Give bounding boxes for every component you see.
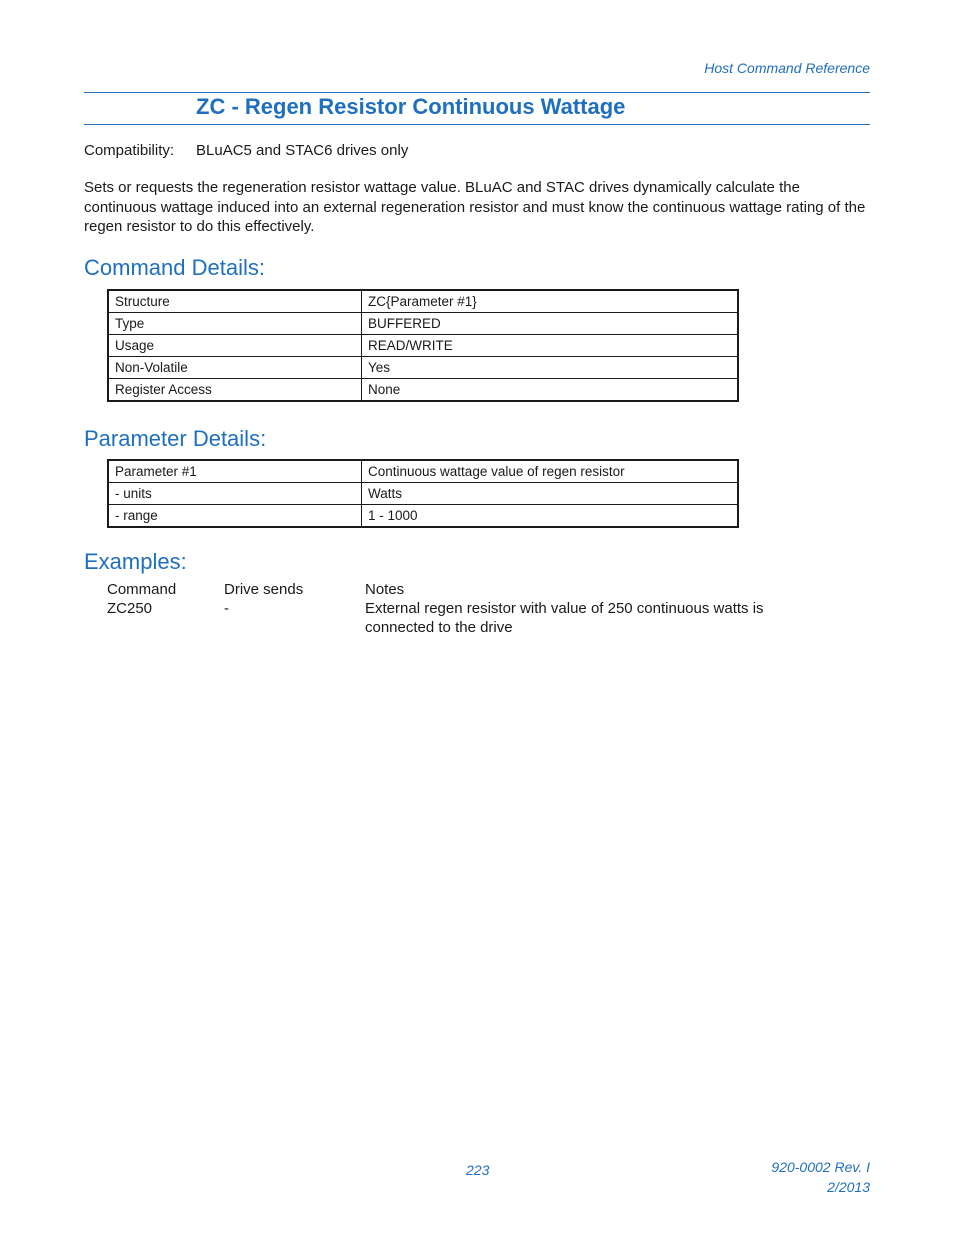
command-details-heading: Command Details: — [84, 255, 265, 280]
parameter-details-table — [107, 459, 739, 528]
table-row — [108, 379, 738, 402]
table-key: - range — [108, 505, 362, 528]
table-value: None — [362, 379, 739, 402]
parameter-details-heading: Parameter Details: — [84, 426, 267, 451]
table-row — [108, 483, 738, 505]
table-row — [108, 357, 738, 379]
table-value: ZC{Parameter #1} — [362, 290, 739, 313]
table-row — [108, 505, 738, 528]
table-value: BUFFERED — [362, 313, 739, 335]
table-value: Continuous wattage value of regen resistor — [362, 460, 739, 483]
compatibility-value: BLuAC5 and STAC6 drives only — [196, 142, 409, 159]
title-rule-bottom — [84, 124, 870, 125]
table-key: Structure — [108, 290, 362, 313]
examples-heading: Examples: — [84, 549, 187, 574]
description-paragraph: Sets or requests the regeneration resistor wattage value. BLuAC and STAC drives dynamically calculate the continuous wattage induced into an external regeneration resistor and must know the continuous wattage rating of the regen resistor to do this effectively. — [84, 179, 866, 235]
table-key: Type — [108, 313, 362, 335]
table-value: Yes — [362, 357, 739, 379]
table-row — [108, 290, 738, 313]
table-key: Parameter #1 — [108, 460, 362, 483]
page-number: 223 — [466, 1162, 490, 1178]
table-value: READ/WRITE — [362, 335, 739, 357]
table-row — [108, 335, 738, 357]
page-title: ZC - Regen Resistor Continuous Wattage — [196, 94, 626, 119]
doc-revision: 920-0002 Rev. I — [771, 1159, 870, 1175]
table-value: 1 - 1000 — [362, 505, 739, 528]
example-notes: External regen resistor with value of 250 continuous watts is connected to the drive — [365, 600, 764, 636]
doc-date: 2/2013 — [827, 1179, 870, 1195]
table-key: - units — [108, 483, 362, 505]
examples-col-notes: Notes — [365, 581, 405, 598]
table-key: Non-Volatile — [108, 357, 362, 379]
example-command: ZC250 — [107, 600, 153, 617]
compatibility-label: Compatibility: — [84, 142, 175, 159]
example-drive-sends: - — [224, 600, 229, 617]
running-header: Host Command Reference — [704, 60, 870, 76]
table-row — [108, 313, 738, 335]
table-row — [108, 460, 738, 483]
table-key: Register Access — [108, 379, 362, 402]
title-rule-top — [84, 92, 870, 93]
table-key: Usage — [108, 335, 362, 357]
table-value: Watts — [362, 483, 739, 505]
examples-col-drive-sends: Drive sends — [224, 581, 304, 598]
examples-col-command: Command — [107, 581, 177, 598]
command-details-table — [107, 289, 739, 402]
